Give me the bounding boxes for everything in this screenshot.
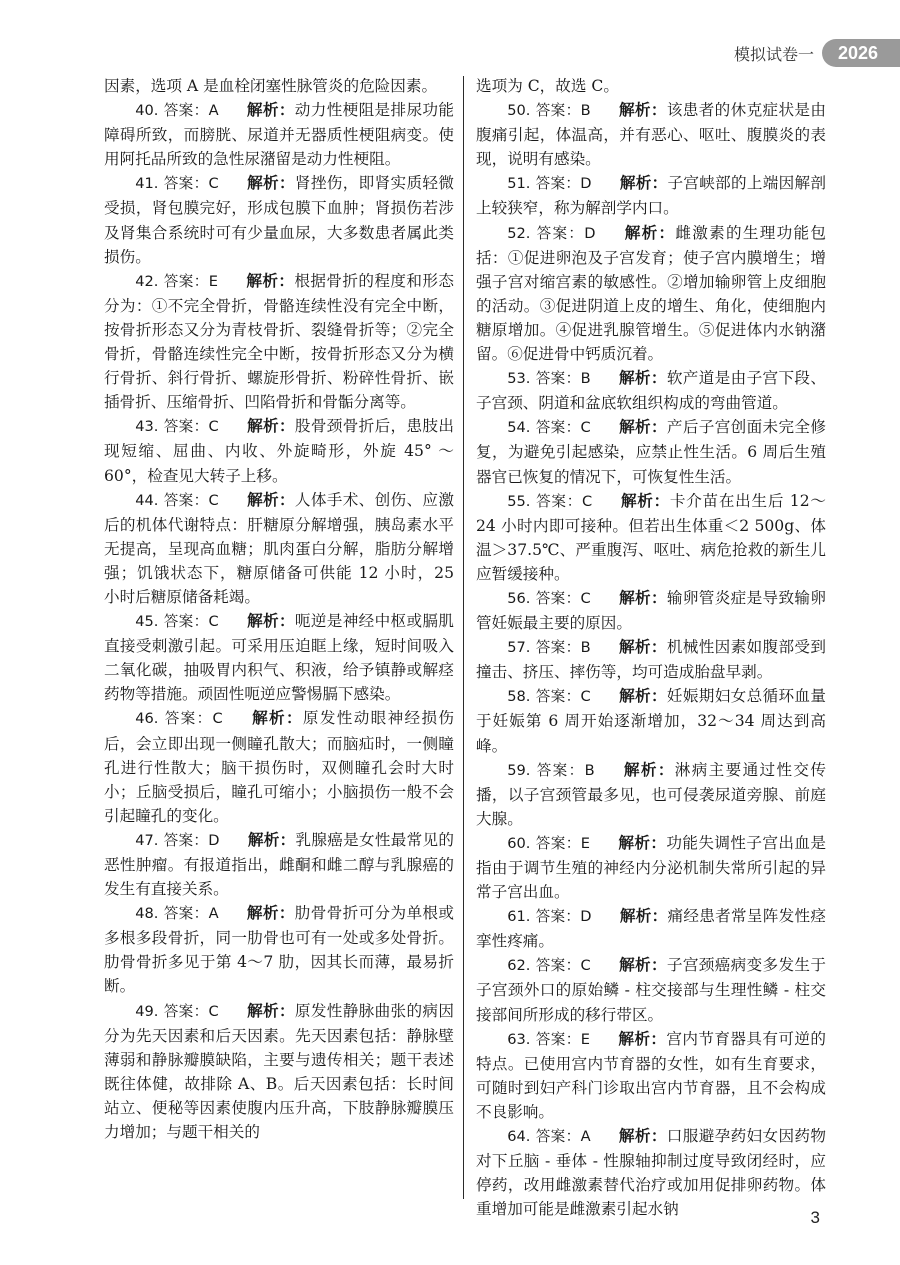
analysis-label: 解析：: [618, 955, 667, 975]
answer-value: C: [208, 1002, 219, 1020]
answer-label: 答案：: [535, 370, 581, 388]
analysis-text: 肋骨骨折可分为单根或多根多段骨折，同一肋骨也可有一处或多处骨折。肋骨骨折多见于第 4～7 肋，因其长而薄，最易折断。: [104, 904, 454, 996]
answer-value: C: [580, 419, 591, 437]
answer-value: C: [208, 418, 219, 436]
analysis-label: 解析：: [247, 829, 296, 849]
question-number: 61.: [507, 908, 531, 926]
analysis-text: 原发性动眼神经损伤后，会立即出现一侧瞳孔散大；而脑疝时，一侧瞳孔进行性散大；脑干损伤时，双侧瞳孔会时大时小；丘脑受损后，瞳孔可缩小；小脑损伤一般不会引起瞳孔的变化。: [104, 709, 454, 825]
answer-item: [476, 758, 826, 831]
answer-label: 答案：: [535, 1128, 581, 1146]
question-number: 54.: [507, 419, 531, 437]
answer-list-left: [104, 98, 454, 1144]
answer-label: 答案：: [163, 1002, 209, 1020]
answer-item: [476, 221, 826, 367]
question-number: 63.: [507, 1030, 531, 1048]
analysis-label: 解析：: [246, 416, 295, 436]
answer-label: 答案：: [163, 491, 209, 509]
answer-item: [476, 489, 826, 586]
answer-item: [476, 1124, 826, 1221]
answer-label: 答案：: [164, 710, 213, 728]
answer-value: C: [208, 491, 219, 509]
answer-item: [104, 706, 454, 827]
answer-value: E: [580, 834, 590, 852]
answer-list-right: [476, 98, 826, 1221]
question-number: 44.: [135, 491, 159, 509]
answer-item: [104, 414, 454, 487]
question-number: 57.: [507, 639, 531, 657]
question-number: 58.: [507, 688, 531, 706]
question-number: 45.: [135, 613, 159, 631]
analysis-label: 解析：: [618, 417, 667, 437]
analysis-text: 根据骨折的程度和形态分为：①不完全骨折，骨骼连续性没有完全中断，按骨折形态又分为青枝骨折、裂缝骨折等；②完全骨折，骨骼连续性完全中断，按骨折形态又分为横行骨折、斜行骨折、螺旋形骨折、粉碎性骨折、嵌插骨折、压缩骨折、凹陷骨折和骨骺分离等。: [104, 271, 454, 412]
answer-item: [476, 586, 826, 635]
answer-label: 答案：: [536, 492, 583, 510]
analysis-text: 人体手术、创伤、应激后的机体代谢特点：肝糖原分解增强，胰岛素水平无提高，呈现高血糖；肌肉蛋白分解，脂肪分解增强；饥饿状态下，糖原储备可供能 12 小时，25 小时后糖原储备耗竭。: [104, 490, 454, 606]
question-number: 43.: [135, 418, 159, 436]
analysis-label: 解析：: [246, 173, 295, 193]
analysis-label: 解析：: [246, 611, 295, 631]
page-number: 3: [810, 1208, 820, 1227]
analysis-text: 肾挫伤，即肾实质轻微受损，肾包膜完好，形成包膜下血肿；肾损伤若涉及肾集合系统时可有少量血尿，大多数患者属此类损伤。: [104, 174, 454, 266]
analysis-label: 解析：: [250, 708, 303, 728]
answer-label: 答案：: [163, 175, 209, 193]
question-number: 60.: [507, 834, 531, 852]
answer-label: 答案：: [163, 418, 209, 436]
answer-item: [104, 269, 454, 415]
answer-value: D: [208, 831, 220, 849]
analysis-text: 输卵管炎症是导致输卵管妊娠最主要的原因。: [476, 588, 826, 633]
answer-label: 答案：: [163, 272, 209, 290]
analysis-label: 解析：: [620, 490, 670, 510]
question-number: 53.: [507, 370, 531, 388]
analysis-text: 淋病主要通过性交传播，以子宫颈管最多见，也可侵袭尿道旁腺、前庭大腺。: [476, 760, 826, 828]
answer-item: [104, 828, 454, 901]
answer-label: 答案：: [535, 419, 581, 437]
analysis-label: 解析：: [618, 368, 667, 388]
answer-value: D: [580, 175, 592, 193]
answer-value: E: [580, 1030, 590, 1048]
answer-value: D: [584, 224, 596, 242]
analysis-label: 解析：: [246, 489, 295, 509]
analysis-label: 解析：: [246, 100, 295, 120]
analysis-label: 解析：: [618, 832, 667, 852]
analysis-text: 卡介苗在出生后 12～24 小时内即可接种。但若出生体重＜2 500g、体温＞37.5℃、严重腹泻、呕吐、病危抢救的新生儿应暂缓接种。: [476, 491, 826, 583]
answer-label: 答案：: [535, 908, 581, 926]
answer-item: [104, 901, 454, 998]
analysis-text: 痛经患者常呈阵发性痉挛性疼痛。: [476, 907, 826, 951]
analysis-text: 子宫颈癌病变多发生于子宫颈外口的原始鳞 - 柱交接部与生理性鳞 - 柱交接部间所形成的移行带区。: [476, 956, 826, 1024]
answer-item: [476, 415, 826, 488]
answer-item: [104, 999, 454, 1145]
analysis-text: 口服避孕药妇女因药物对下丘脑 - 垂体 - 性腺轴抑制过度导致闭经时，应停药，改用雌激素替代治疗或加用促排卵药物。体重增加可能是雌激素引起水钠: [476, 1127, 826, 1219]
analysis-text: 功能失调性子宫出血是指由于调节生殖的神经内分泌机制失常所引起的异常子宫出血。: [476, 833, 826, 902]
analysis-label: 解析：: [622, 759, 675, 779]
analysis-text: 宫内节育器具有可逆的特点。已使用宫内节育器的女性，如有生育要求，可随时到妇产科门诊取出宫内节育器，且不会构成不良影响。: [476, 1029, 826, 1121]
question-number: 49.: [135, 1002, 159, 1020]
question-number: 51.: [507, 175, 531, 193]
answer-label: 答案：: [535, 175, 581, 193]
answer-value: A: [208, 102, 219, 120]
question-number: 59.: [507, 761, 531, 779]
analysis-label: 解析：: [623, 222, 676, 242]
answer-label: 答案：: [535, 102, 581, 120]
answer-item: [476, 171, 826, 220]
answer-label: 答案：: [163, 905, 209, 923]
analysis-label: 解析：: [619, 173, 668, 193]
question-number: 41.: [135, 175, 159, 193]
answer-item: [476, 635, 826, 684]
analysis-label: 解析：: [618, 100, 667, 120]
answer-item: [476, 904, 826, 953]
analysis-label: 解析：: [619, 906, 668, 926]
question-number: 52.: [507, 224, 531, 242]
analysis-text: 乳腺癌是女性最常见的恶性肿瘤。有报道指出，雌酮和雌二醇与乳腺癌的发生有直接关系。: [104, 830, 454, 899]
answer-label: 答案：: [535, 1030, 581, 1048]
question-number: 56.: [507, 589, 531, 607]
answer-value: C: [580, 957, 591, 975]
answer-label: 答案：: [536, 224, 585, 242]
question-number: 42.: [135, 272, 159, 290]
answer-label: 答案：: [535, 957, 581, 975]
analysis-text: 妊娠期妇女总循环血量于妊娠第 6 周开始逐渐增加，32～34 周达到高峰。: [476, 687, 826, 755]
header-title: 模拟试卷一: [733, 44, 814, 64]
answer-item: [104, 488, 454, 609]
answer-value: A: [580, 1128, 591, 1146]
analysis-label: 解析：: [246, 1000, 295, 1020]
analysis-label: 解析：: [246, 270, 295, 290]
answer-label: 答案：: [163, 102, 209, 120]
answer-value: B: [580, 639, 591, 657]
answer-label: 答案：: [535, 589, 581, 607]
analysis-text: 子宫峡部的上端因解剖上较狭窄，称为解剖学内口。: [476, 174, 826, 218]
answer-item: [476, 98, 826, 171]
analysis-text: 股骨颈骨折后，患肢出现短缩、屈曲、内收、外旋畸形，外旋 45° ～ 60°，检查见大转子上移。: [104, 417, 454, 485]
left-column: [104, 74, 454, 1144]
right-column: [476, 74, 826, 1221]
analysis-label: 解析：: [246, 903, 295, 923]
answer-label: 答案：: [535, 639, 581, 657]
analysis-text: 软产道是由子宫下段、子宫颈、阴道和盆底软组织构成的弯曲管道。: [476, 369, 826, 413]
question-number: 48.: [135, 905, 159, 923]
answer-value: C: [208, 175, 219, 193]
year-badge: 2026: [822, 39, 900, 67]
analysis-label: 解析：: [618, 1126, 667, 1146]
answer-value: B: [580, 370, 591, 388]
question-number: 50.: [507, 102, 531, 120]
answer-value: C: [208, 613, 219, 631]
answer-value: B: [584, 761, 595, 779]
question-number: 40.: [135, 102, 159, 120]
continued-text: 因素，选项 A 是血栓闭塞性脉管炎的危险因素。: [104, 77, 438, 95]
answer-label: 答案：: [163, 831, 209, 849]
answer-value: C: [212, 710, 223, 728]
answer-label: 答案：: [535, 834, 581, 852]
running-header: [734, 38, 900, 68]
analysis-text: 动力性梗阻是排尿功能障碍所致，而膀胱、尿道并无器质性梗阻病变。使用阿托品所致的急性尿潴留是动力性梗阻。: [104, 101, 454, 169]
analysis-label: 解析：: [618, 1028, 667, 1048]
question-number: 64.: [507, 1128, 531, 1146]
answer-item: [104, 171, 454, 268]
answer-label: 答案：: [536, 761, 585, 779]
answer-item: [476, 953, 826, 1026]
analysis-label: 解析：: [618, 587, 667, 607]
analysis-text: 雌激素的生理功能包括：①促进卵泡及子宫发育；使子宫内膜增生；增强子宫对缩宫素的敏感性。②增加输卵管上皮细胞的活动。③促进阴道上皮的增生、角化，使细胞内糖原增加。④促进乳腺管增生。⑤促进体内水钠潴留。⑥促进骨中钙质沉着。: [476, 223, 826, 364]
analysis-text: 该患者的休克症状是由腹痛引起，体温高，并有恶心、呕吐、腹膜炎的表现，说明有感染。: [476, 101, 826, 169]
answer-value: C: [580, 589, 591, 607]
question-number: 47.: [135, 831, 159, 849]
continued-text: 选项为 C，故选 C。: [476, 77, 619, 95]
analysis-text: 原发性静脉曲张的病因分为先天因素和后天因素。先天因素包括：静脉壁薄弱和静脉瓣膜缺陷，主要与遗传相关；题干表述既往体健，故排除 A、B。后天因素包括：长时间站立、便秘等因素使腹内压升高，下肢静脉瓣膜压力增加；与题干相关的: [104, 1001, 454, 1142]
analysis-label: 解析：: [618, 686, 667, 706]
answer-value: A: [208, 905, 219, 923]
question-number: 46.: [135, 710, 159, 728]
answer-item: [476, 1027, 826, 1124]
analysis-text: 机械性因素如腹部受到撞击、挤压、摔伤等，均可造成胎盘早剥。: [476, 638, 826, 682]
answer-label: 答案：: [535, 688, 581, 706]
answer-item: [476, 366, 826, 415]
analysis-text: 呃逆是神经中枢或膈肌直接受刺激引起。可采用压迫眶上缘，短时间吸入二氧化碳，抽吸胃内积气、积液，给予镇静或解痉药物等措施。顽固性呃逆应警惕膈下感染。: [104, 612, 454, 704]
answer-label: 答案：: [163, 613, 209, 631]
answer-value: E: [208, 272, 218, 290]
column-divider: [463, 76, 464, 1199]
answer-item: [476, 684, 826, 757]
answer-item: [476, 831, 826, 904]
analysis-text: 产后子宫创面未完全修复，为避免引起感染，应禁止性生活。6 周后生殖器官已恢复的情况下，可恢复性生活。: [476, 418, 826, 486]
answer-item: [104, 609, 454, 706]
answer-value: C: [580, 688, 591, 706]
question-number: 62.: [507, 957, 531, 975]
answer-item: [104, 98, 454, 171]
question-number: 55.: [507, 492, 531, 510]
answer-value: D: [580, 908, 592, 926]
analysis-label: 解析：: [618, 637, 667, 657]
answer-value: B: [580, 102, 591, 120]
answer-value: C: [582, 492, 593, 510]
